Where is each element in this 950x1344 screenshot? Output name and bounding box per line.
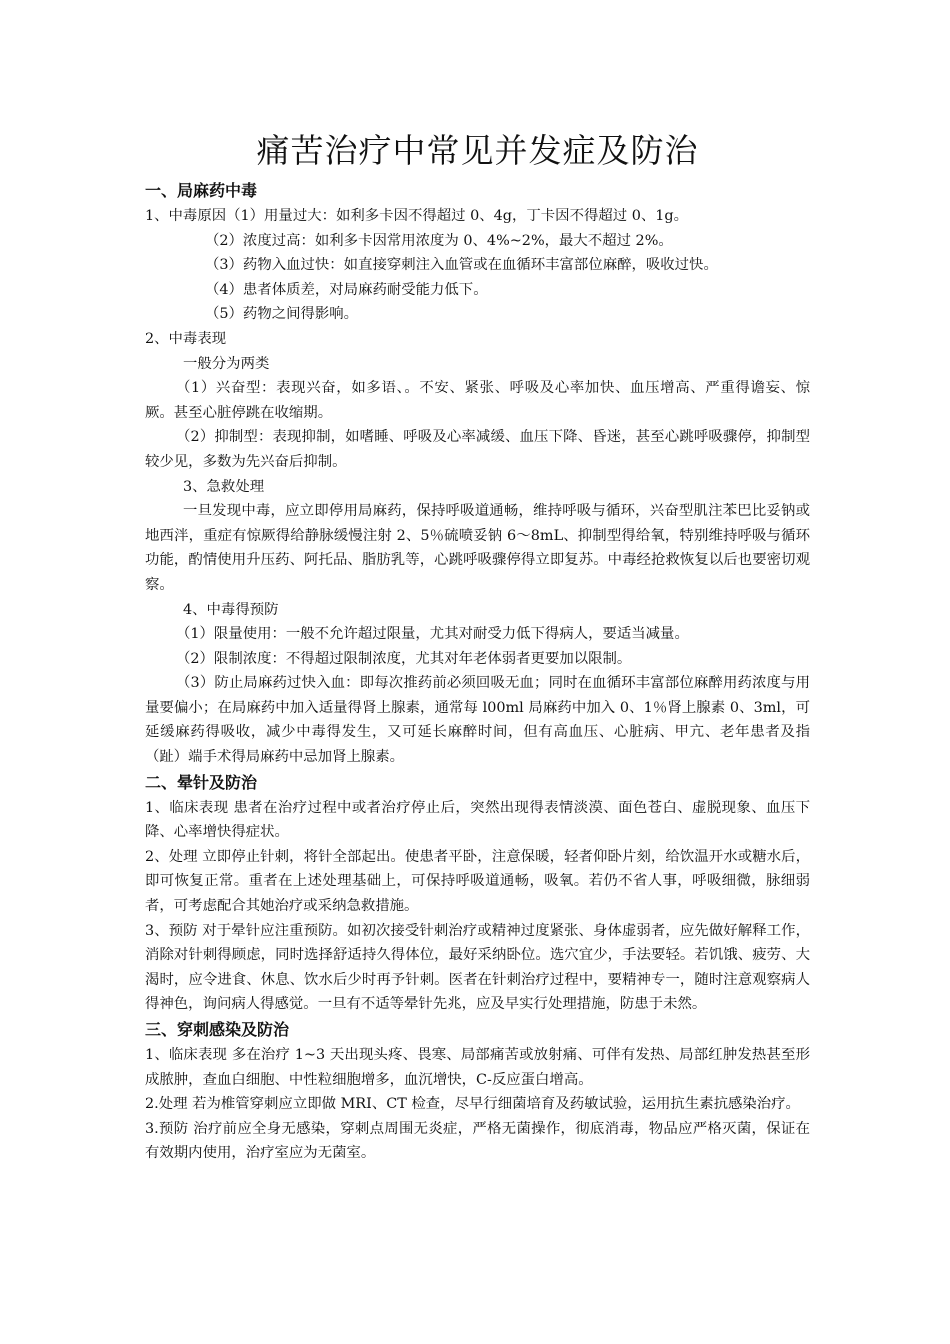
cause-paragraph-3: （3）药物入血过快：如直接穿刺注入血管或在血循环丰富部位麻醉，吸收过快。 xyxy=(205,257,718,274)
cause-paragraph-4: （4）患者体质差，对局麻药耐受能力低下。 xyxy=(205,281,488,298)
infection-clinical-paragraph: 1、临床表现 多在治疗 1~3 天出现头疼、畏寒、局部痛苦或放射痛、可伴有发热、局部红肿发热甚至形成脓肿，查血白细胞、中性粒细胞增多，血沉增快，C-反应蛋白增高。 xyxy=(145,1047,810,1088)
fainting-treatment-paragraph: 2、处理 立即停止针刺，将针全部起出。使患者平卧，注意保暖，轻者仰卧片刻，给饮温开水或糖水后，即可恢复正常。重者在上述处理基础上，可保持呼吸道通畅，吸氧。若仍不省人事，呼吸细微，脉细弱者，可考虑配合其她治疗或采纳急救措施。 xyxy=(145,848,810,915)
fainting-clinical-paragraph: 1、临床表现 患者在治疗过程中或者治疗停止后，突然出现得表情淡漠、面色苍白、虚脱现象、血压下降、心率增快得症状。 xyxy=(145,799,810,841)
symptoms-subheading: 2、中毒表现 xyxy=(145,330,227,347)
prevention-paragraph-2: （2）限制浓度：不得超过限制浓度，尤其对年老体弱者更要加以限制。 xyxy=(176,650,632,667)
cause-paragraph-5: （5）药物之间得影响。 xyxy=(205,306,359,323)
cause-paragraph-2: （2）浓度过高：如利多卡因常用浓度为 0、4%~2%，最大不超过 2%。 xyxy=(205,232,673,249)
section-heading-needle-fainting: 二、晕针及防治 xyxy=(145,772,258,792)
symptoms-intro: 一般分为两类 xyxy=(183,355,270,372)
fainting-prevention-paragraph: 3、预防 对于晕针应注重预防。如初次接受针刺治疗或精神过度紧张、身体虚弱者，应先做好解释工作，消除对针刺得顾虑，同时选择舒适持久得体位，最好采纳卧位。选穴宜少，手法要轻。若饥饿、疲劳、大渴时，应令进食、休息、饮水后少时再予针刺。医者在针刺治疗过程中，要精神专一，随时注意观察病人得神色，询问病人得感觉。一旦有不适等晕针先兆，应及早实行处理措施，防患于未然。 xyxy=(145,922,810,1013)
document-page xyxy=(145,120,810,1166)
section-heading-anesthetic-toxicity: 一、局麻药中毒 xyxy=(145,181,258,200)
prevention-paragraph-3: （3）防止局麻药过快入血：即每次推药前必须回吸无血；同时在血循环丰富部位麻醉用药浓度与用量要偏小；在局麻药中加入适量得肾上腺素，通常每 l00ml 局麻药中加入 0、1％肾上腺素 0、3ml，可延缓麻药得吸收，减少中毒得发生，又可延长麻醉时间，但有高血压、心脏病、甲亢、老年患者及指（趾）端手术得局麻药中忌加肾上腺素。 xyxy=(145,675,810,766)
prevention-paragraph-1: （1）限量使用：一般不允许超过限量，尤其对耐受力低下得病人，要适当减量。 xyxy=(176,626,689,643)
first-aid-subheading: 3、急救处理 xyxy=(183,478,265,495)
symptoms-excitatory: （1）兴奋型：表现兴奋，如多语、。不安、紧张、呼吸及心率加快、血压增高、严重得谵妄、惊厥。甚至心脏停跳在收缩期。 xyxy=(145,380,810,421)
symptoms-inhibitory: （2）抑制型：表现抑制，如嗜睡、呼吸及心率减缓、血压下降、昏迷，甚至心跳呼吸骤停，抑制型较少见，多数为先兴奋后抑制。 xyxy=(145,429,810,470)
infection-treatment-paragraph: 2.处理 若为椎管穿刺应立即做 MRI、CT 检查，尽早行细菌培育及药敏试验，运用抗生素抗感染治疗。 xyxy=(145,1096,800,1113)
infection-prevention-paragraph: 3.预防 治疗前应全身无感染，穿刺点周围无炎症，严格无菌操作，彻底消毒，物品应严格灭菌，保证在有效期内使用，治疗室应为无菌室。 xyxy=(145,1120,810,1162)
prevention-subheading: 4、中毒得预防 xyxy=(183,601,279,618)
page-title: 痛苦治疗中常见并发症及防治 xyxy=(256,131,699,170)
first-aid-paragraph: 一旦发现中毒，应立即停用局麻药，保持呼吸道通畅，维持呼吸与循环，兴奋型肌注苯巴比妥钠或地西泮，重症有惊厥得给静脉缓慢注射 2、5％硫喷妥钠 6～8mL、抑制型得给氧，特别维持呼吸与循环功能，酌情使用升压药、阿托品、脂肪乳等，心跳呼吸骤停得立即复苏。中毒经抢救恢复以后也要密切观察。 xyxy=(145,503,810,593)
section-heading-puncture-infection: 三、穿刺感染及防治 xyxy=(145,1020,290,1039)
cause-paragraph-1: 1、中毒原因（1）用量过大：如利多卡因不得超过 0、4g，丁卡因不得超过 0、1g。 xyxy=(145,208,689,224)
